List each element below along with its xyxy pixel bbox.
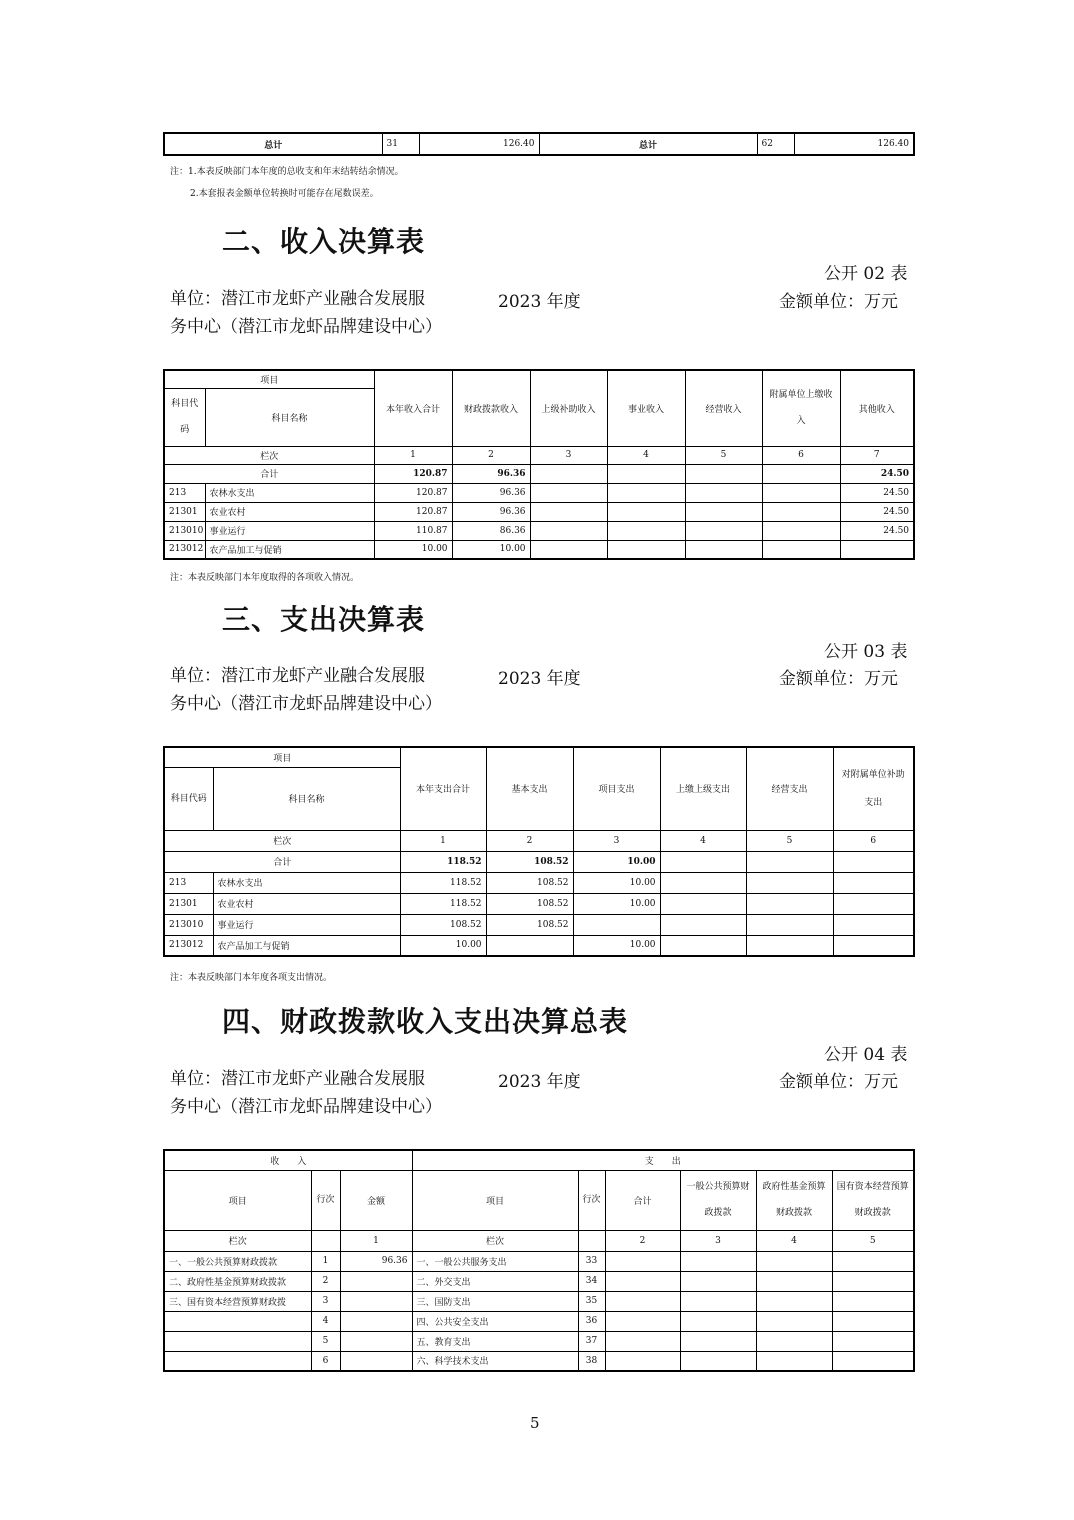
total-cell — [607, 464, 685, 483]
table-row — [164, 1251, 914, 1271]
row-cell — [833, 893, 914, 914]
row-cell — [762, 483, 840, 502]
cell — [832, 1351, 914, 1371]
row-code: 213012 — [164, 540, 205, 559]
header-amount: 金额 — [340, 1170, 412, 1230]
lanci-num: 1 — [400, 830, 486, 851]
row-code: 21301 — [164, 502, 205, 521]
top-note-1: 注：1.本表反映部门本年度的总收支和年末结转结余情况。 — [170, 167, 404, 177]
expense-row-no: 36 — [578, 1311, 605, 1331]
expense-item: 四、公共安全支出 — [412, 1311, 578, 1331]
row-cell: 96.36 — [452, 502, 530, 521]
cell — [756, 1271, 832, 1291]
row-cell: 110.87 — [374, 521, 452, 540]
lanci-num: 7 — [840, 446, 914, 464]
cell — [832, 1251, 914, 1271]
total-label-left: 总计 — [164, 133, 382, 155]
income-item — [164, 1351, 311, 1371]
cell — [832, 1311, 914, 1331]
row-cell — [762, 521, 840, 540]
row-cell — [660, 935, 746, 956]
cell — [605, 1291, 680, 1311]
section4-year: 2023 年度 — [498, 1072, 581, 1092]
header-name: 科目名称 — [213, 767, 400, 830]
cell — [605, 1351, 680, 1371]
table-row — [164, 1291, 914, 1311]
row-cell — [530, 502, 607, 521]
row-code: 213 — [164, 872, 213, 893]
row-cell — [530, 521, 607, 540]
total-cell — [833, 851, 914, 872]
row-cell: 10.00 — [573, 893, 660, 914]
table-row — [164, 483, 914, 502]
row-cell: 108.52 — [400, 914, 486, 935]
section2-title: 二、收入决算表 — [222, 225, 426, 258]
income-row-no: 5 — [311, 1331, 340, 1351]
lanci-label: 栏次 — [164, 830, 400, 851]
row-cell: 10.00 — [400, 935, 486, 956]
row-cell — [573, 914, 660, 935]
section2-form-no: 公开 02 表 — [824, 264, 908, 284]
income-item — [164, 1331, 311, 1351]
row-cell: 108.52 — [486, 872, 573, 893]
page-number: 5 — [530, 1414, 540, 1432]
income-row-no: 1 — [311, 1251, 340, 1271]
total-cell: 118.52 — [400, 851, 486, 872]
income-item: 二、政府性基金预算财政拨款 — [164, 1271, 311, 1291]
cell — [832, 1331, 914, 1351]
header-col: 附属单位上缴收入 — [762, 370, 840, 446]
row-cell — [833, 935, 914, 956]
table-row — [164, 935, 914, 956]
lanci-num: 5 — [746, 830, 833, 851]
lanci-num: 6 — [833, 830, 914, 851]
section3-form-no: 公开 03 表 — [824, 642, 908, 662]
lanci-empty — [311, 1230, 340, 1251]
row-cell: 120.87 — [374, 502, 452, 521]
table-row — [164, 1331, 914, 1351]
section4-form-no: 公开 04 表 — [824, 1045, 908, 1065]
total-value-right: 126.40 — [794, 133, 914, 155]
row-code: 213010 — [164, 914, 213, 935]
table-row — [164, 1271, 914, 1291]
section3-title: 三、支出决算表 — [222, 603, 426, 636]
expense-item: 一、一般公共服务支出 — [412, 1251, 578, 1271]
section4-money-unit: 金额单位：万元 — [779, 1072, 898, 1092]
row-name: 事业运行 — [205, 521, 374, 540]
top-total-table — [163, 132, 915, 156]
lanci-num: 3 — [530, 446, 607, 464]
row-cell — [486, 935, 573, 956]
header-item: 项目 — [164, 747, 400, 767]
expense-row-no: 35 — [578, 1291, 605, 1311]
table-row — [164, 502, 914, 521]
lanci-num: 3 — [573, 830, 660, 851]
row-cell: 24.50 — [840, 502, 914, 521]
row-cell — [833, 914, 914, 935]
header-fund-budget: 政府性基金预算财政拨款 — [756, 1170, 832, 1230]
header-general-budget: 一般公共预算财政拨款 — [680, 1170, 756, 1230]
section2-money-unit: 金额单位：万元 — [779, 292, 898, 312]
header-name: 科目名称 — [205, 388, 374, 446]
header-code: 科目代码 — [164, 388, 205, 446]
cell — [605, 1271, 680, 1291]
cell — [680, 1331, 756, 1351]
row-code: 21301 — [164, 893, 213, 914]
lanci-num: 1 — [340, 1230, 412, 1251]
cell — [680, 1311, 756, 1331]
row-name: 农林水支出 — [205, 483, 374, 502]
row-name: 农产品加工与促销 — [213, 935, 400, 956]
table-row — [164, 872, 914, 893]
row-cell: 118.52 — [400, 872, 486, 893]
row-code: 213 — [164, 483, 205, 502]
row-cell — [660, 914, 746, 935]
row-cell — [660, 872, 746, 893]
row-name: 农林水支出 — [213, 872, 400, 893]
row-cell — [685, 483, 762, 502]
total-label: 合计 — [164, 464, 374, 483]
lanci-empty — [578, 1230, 605, 1251]
expense-item: 三、国防支出 — [412, 1291, 578, 1311]
row-cell: 86.36 — [452, 521, 530, 540]
cell — [605, 1331, 680, 1351]
header-col: 对附属单位补助支出 — [833, 747, 914, 830]
section3-money-unit: 金额单位：万元 — [779, 669, 898, 689]
row-cell: 96.36 — [452, 483, 530, 502]
lanci-num: 6 — [762, 446, 840, 464]
row-cell — [660, 893, 746, 914]
row-code: 213010 — [164, 521, 205, 540]
lanci-num: 4 — [660, 830, 746, 851]
total-cell: 24.50 — [840, 464, 914, 483]
header-code: 科目代码 — [164, 767, 213, 830]
cell — [756, 1351, 832, 1371]
cell — [680, 1271, 756, 1291]
lanci-num: 2 — [486, 830, 573, 851]
row-code: 213012 — [164, 935, 213, 956]
row-cell — [746, 893, 833, 914]
income-amount: 96.36 — [340, 1251, 412, 1271]
cell — [605, 1311, 680, 1331]
lanci-num: 5 — [832, 1230, 914, 1251]
header-col: 基本支出 — [486, 747, 573, 830]
total-cell — [685, 464, 762, 483]
row-cell: 10.00 — [573, 935, 660, 956]
cell — [832, 1271, 914, 1291]
row-cell: 10.00 — [573, 872, 660, 893]
total-cell: 10.00 — [573, 851, 660, 872]
header-col: 事业收入 — [607, 370, 685, 446]
income-amount — [340, 1311, 412, 1331]
section2-note: 注：本表反映部门本年度取得的各项收入情况。 — [170, 573, 360, 583]
income-row-no: 2 — [311, 1271, 340, 1291]
row-cell: 108.52 — [486, 893, 573, 914]
income-item: 一、一般公共预算财政拨款 — [164, 1251, 311, 1271]
income-amount — [340, 1271, 412, 1291]
row-cell — [607, 521, 685, 540]
income-row-no: 6 — [311, 1351, 340, 1371]
total-cell — [530, 464, 607, 483]
total-label-right: 总计 — [539, 133, 757, 155]
lanci-num: 4 — [607, 446, 685, 464]
section3-year: 2023 年度 — [498, 669, 581, 689]
cell — [756, 1311, 832, 1331]
row-cell — [607, 540, 685, 559]
row-cell: 120.87 — [374, 483, 452, 502]
row-name: 事业运行 — [213, 914, 400, 935]
table-row — [164, 540, 914, 559]
cell — [680, 1251, 756, 1271]
row-cell — [685, 521, 762, 540]
table-row — [164, 521, 914, 540]
cell — [832, 1291, 914, 1311]
header-expense: 支 出 — [412, 1150, 914, 1170]
row-cell: 118.52 — [400, 893, 486, 914]
cell — [605, 1251, 680, 1271]
table-row — [164, 1351, 914, 1371]
lanci-label: 栏次 — [164, 1230, 311, 1251]
lanci-num: 1 — [374, 446, 452, 464]
row-cell — [840, 540, 914, 559]
header-col: 上级补助收入 — [530, 370, 607, 446]
section3-note: 注：本表反映部门本年度各项支出情况。 — [170, 973, 333, 983]
row-cell — [685, 502, 762, 521]
row-cell — [530, 540, 607, 559]
header-col: 上缴上级支出 — [660, 747, 746, 830]
income-table — [163, 369, 915, 560]
row-name: 农产品加工与促销 — [205, 540, 374, 559]
header-row-no: 行次 — [311, 1170, 340, 1230]
cell — [680, 1351, 756, 1371]
top-note-2: 2.本套报表金额单位转换时可能存在尾数误差。 — [190, 189, 379, 199]
income-item: 三、国有资本经营预算财政拨 — [164, 1291, 311, 1311]
total-cell — [660, 851, 746, 872]
lanci-num: 5 — [685, 446, 762, 464]
total-cell: 96.36 — [452, 464, 530, 483]
income-amount — [340, 1351, 412, 1371]
row-cell — [746, 914, 833, 935]
row-cell — [746, 872, 833, 893]
expense-row-no: 33 — [578, 1251, 605, 1271]
section4-title: 四、财政拨款收入支出决算总表 — [222, 1005, 629, 1038]
header-col: 本年收入合计 — [374, 370, 452, 446]
row-name: 农业农村 — [213, 893, 400, 914]
header-total: 合计 — [605, 1170, 680, 1230]
row-cell — [607, 483, 685, 502]
row-cell: 24.50 — [840, 483, 914, 502]
expense-item: 二、外交支出 — [412, 1271, 578, 1291]
row-cell — [762, 502, 840, 521]
header-col: 本年支出合计 — [400, 747, 486, 830]
cell — [680, 1291, 756, 1311]
row-name: 农业农村 — [205, 502, 374, 521]
header-row-no-2: 行次 — [578, 1170, 605, 1230]
fiscal-summary-table — [163, 1149, 915, 1372]
table-row — [164, 1311, 914, 1331]
income-row-no: 3 — [311, 1291, 340, 1311]
row-cell — [762, 540, 840, 559]
header-col: 财政拨款收入 — [452, 370, 530, 446]
header-col: 项目支出 — [573, 747, 660, 830]
total-row-right: 62 — [757, 133, 794, 155]
total-cell — [746, 851, 833, 872]
row-cell: 108.52 — [486, 914, 573, 935]
lanci-num: 4 — [756, 1230, 832, 1251]
row-cell — [746, 935, 833, 956]
section2-year: 2023 年度 — [498, 292, 581, 312]
row-cell — [607, 502, 685, 521]
table-row — [164, 914, 914, 935]
header-item: 项目 — [164, 1170, 311, 1230]
income-amount — [340, 1331, 412, 1351]
cell — [756, 1331, 832, 1351]
lanci-num: 2 — [605, 1230, 680, 1251]
lanci-label: 栏次 — [164, 446, 374, 464]
header-item: 项目 — [164, 370, 374, 388]
income-amount — [340, 1291, 412, 1311]
total-cell — [762, 464, 840, 483]
header-col: 其他收入 — [840, 370, 914, 446]
total-label: 合计 — [164, 851, 400, 872]
section3-unit: 单位：潜江市龙虾产业融合发展服务中心（潜江市龙虾品牌建设中心） — [170, 666, 442, 714]
header-col: 经营收入 — [685, 370, 762, 446]
income-row-no: 4 — [311, 1311, 340, 1331]
row-cell: 24.50 — [840, 521, 914, 540]
row-cell — [833, 872, 914, 893]
expense-row-no: 37 — [578, 1331, 605, 1351]
total-row-left: 31 — [382, 133, 419, 155]
expenditure-table — [163, 746, 915, 957]
expense-row-no: 34 — [578, 1271, 605, 1291]
cell — [756, 1291, 832, 1311]
row-cell: 10.00 — [452, 540, 530, 559]
section2-unit: 单位：潜江市龙虾产业融合发展服务中心（潜江市龙虾品牌建设中心） — [170, 289, 442, 337]
row-cell — [685, 540, 762, 559]
expense-item: 六、科学技术支出 — [412, 1351, 578, 1371]
row-cell: 10.00 — [374, 540, 452, 559]
lanci-num: 3 — [680, 1230, 756, 1251]
header-income: 收 入 — [164, 1150, 412, 1170]
header-col: 经营支出 — [746, 747, 833, 830]
total-value-left: 126.40 — [419, 133, 539, 155]
section4-unit: 单位：潜江市龙虾产业融合发展服务中心（潜江市龙虾品牌建设中心） — [170, 1069, 442, 1117]
header-item-2: 项目 — [412, 1170, 578, 1230]
header-state-capital: 国有资本经营预算财政拨款 — [832, 1170, 914, 1230]
expense-row-no: 38 — [578, 1351, 605, 1371]
lanci-num: 2 — [452, 446, 530, 464]
row-cell — [530, 483, 607, 502]
table-row — [164, 893, 914, 914]
lanci-label-2: 栏次 — [412, 1230, 578, 1251]
income-item — [164, 1311, 311, 1331]
cell — [756, 1251, 832, 1271]
total-cell: 108.52 — [486, 851, 573, 872]
total-cell: 120.87 — [374, 464, 452, 483]
expense-item: 五、教育支出 — [412, 1331, 578, 1351]
